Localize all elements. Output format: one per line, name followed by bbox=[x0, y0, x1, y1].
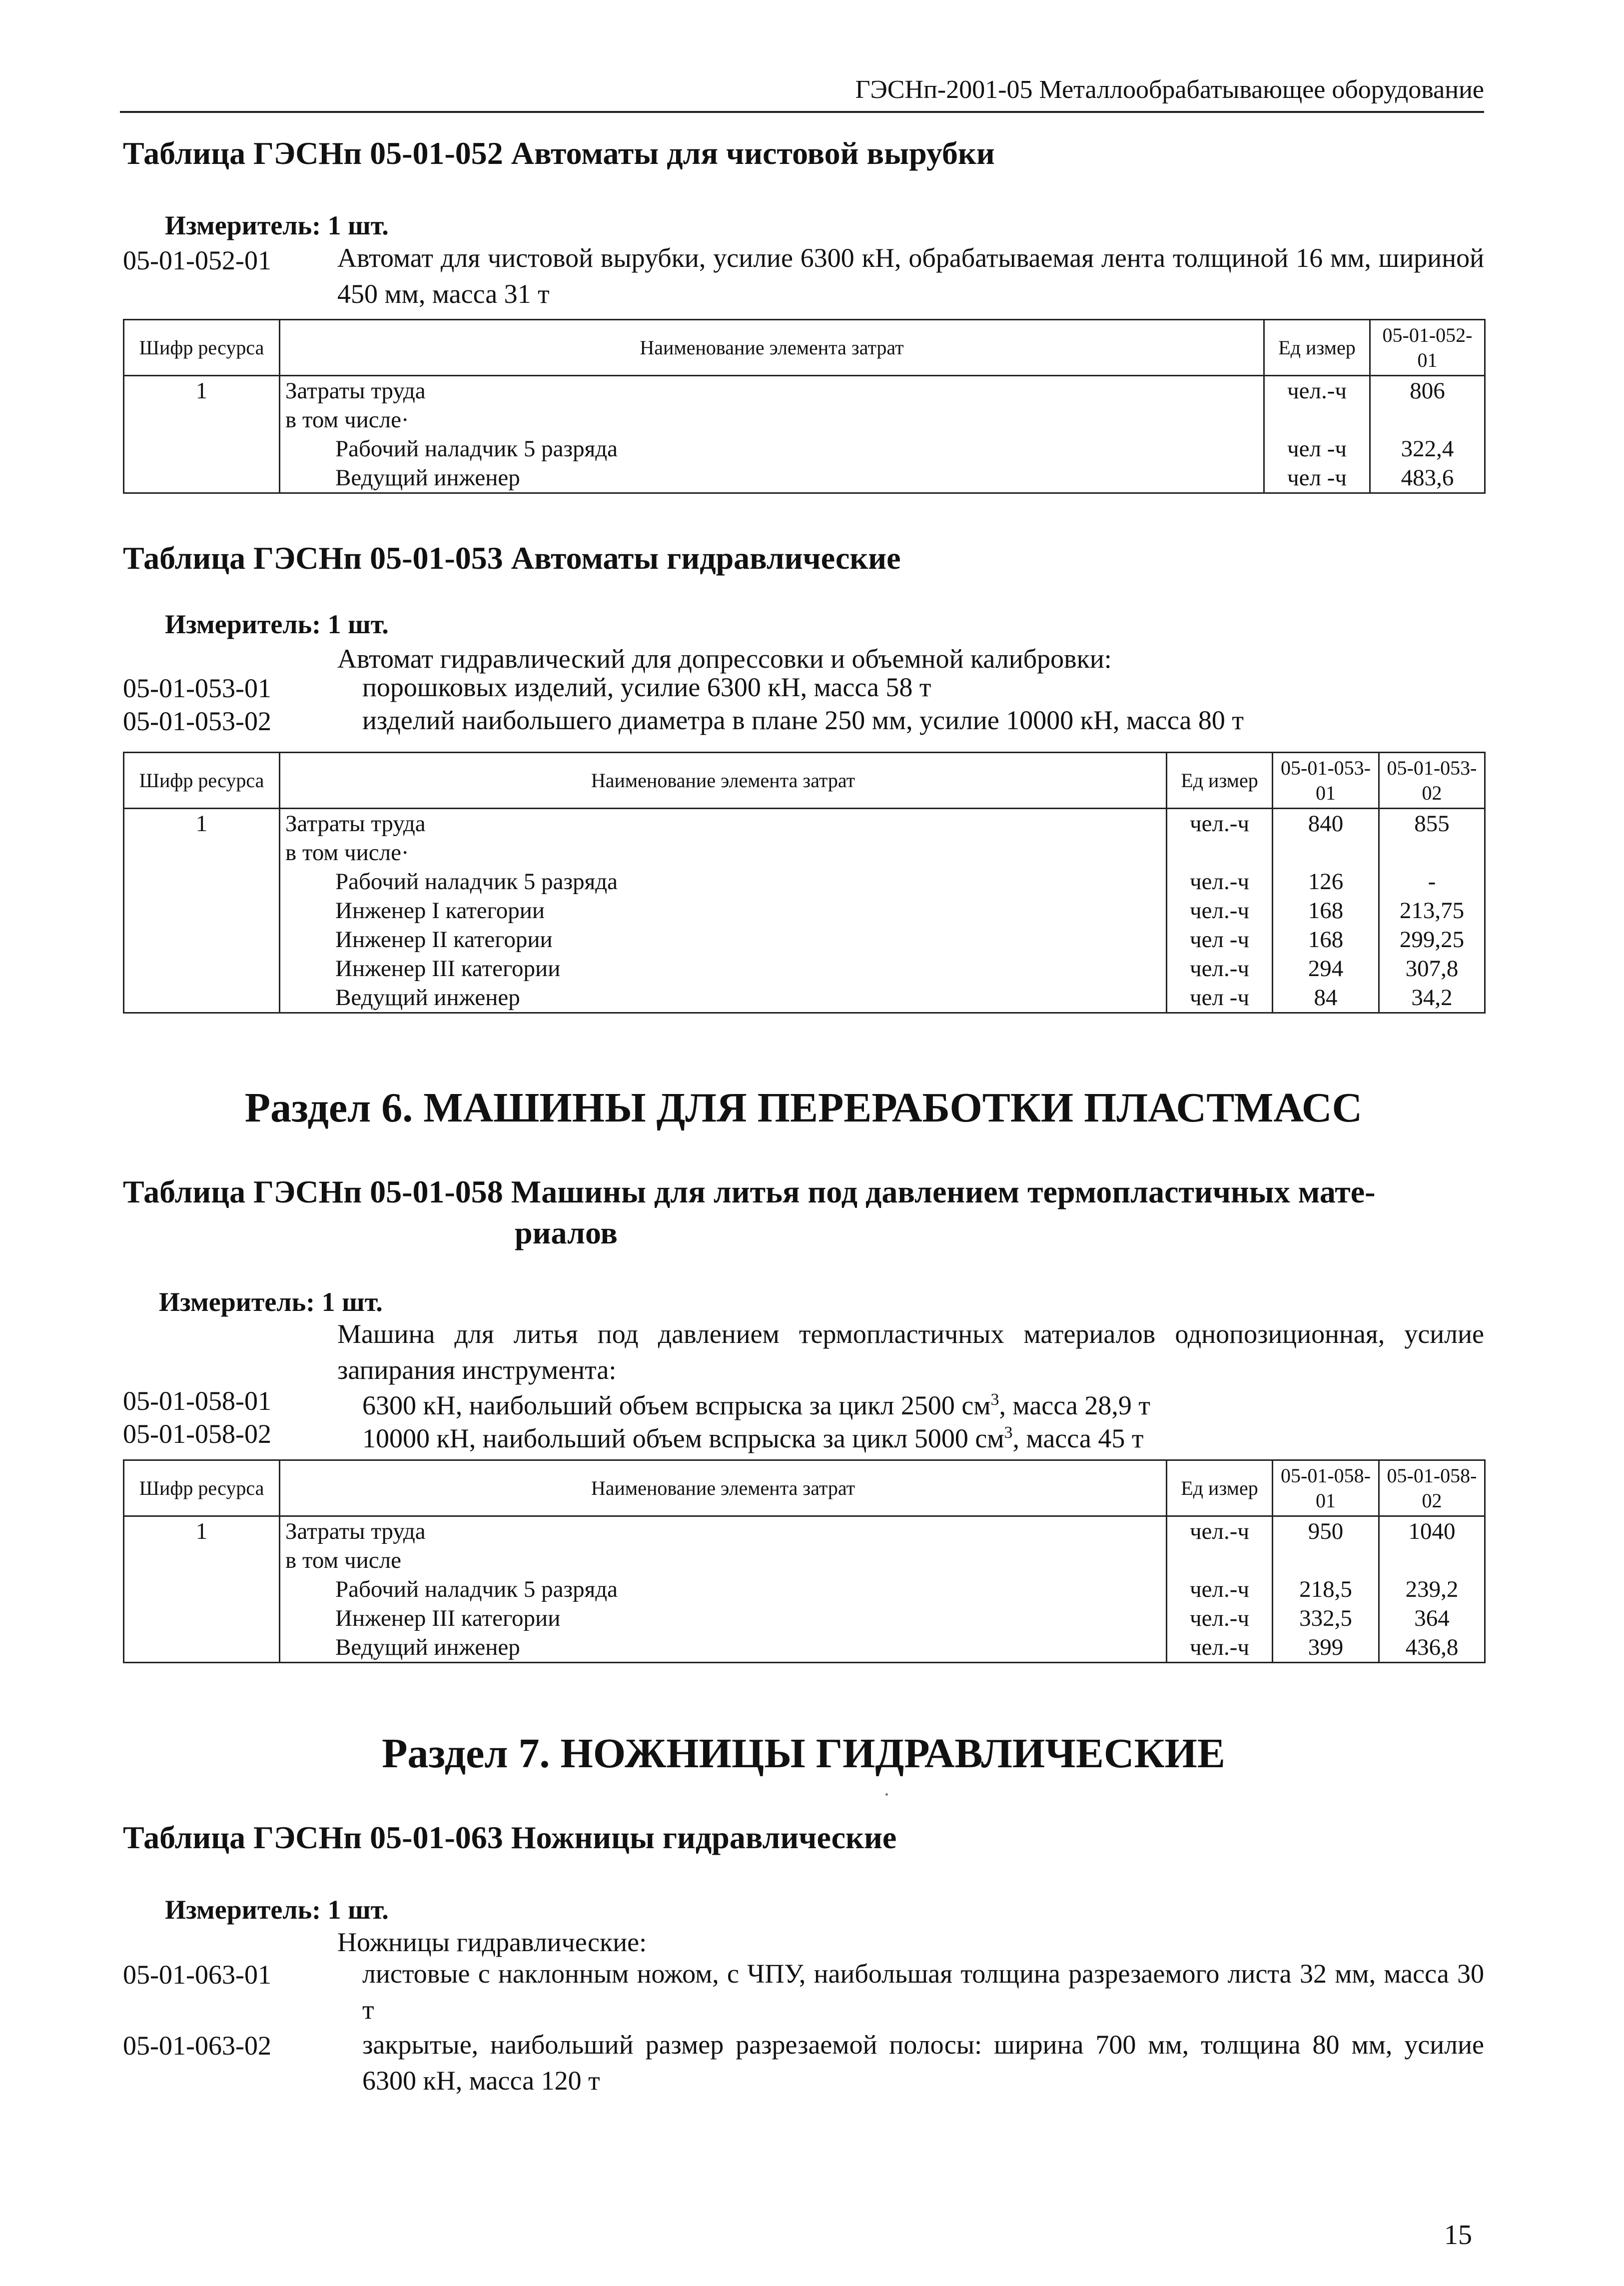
table-063-item-1-code: 05-01-063-01 bbox=[123, 1960, 271, 1990]
table-053-item-1-code: 05-01-053-01 bbox=[123, 673, 271, 703]
table-row: Рабочий наладчик 5 разряда чел.-ч 218,5 239,2 bbox=[124, 1575, 1485, 1604]
section-6-title: Раздел 6. МАШИНЫ ДЛЯ ПЕРЕРАБОТКИ ПЛАСТМАСС bbox=[244, 1085, 1363, 1131]
table-058-item-2-code: 05-01-058-02 bbox=[123, 1419, 271, 1449]
table-row: Инженер I категории чел.-ч 168 213,75 bbox=[124, 896, 1485, 925]
table-063-intro: Ножницы гидравлические: bbox=[337, 1927, 647, 1957]
table-052-item-text: Автомат для чистовой вырубки, усилие 6300 кН, обрабатываемая лента толщиной 16 мм, шириной 450 мм, масса 31 т bbox=[337, 243, 1484, 309]
table-row: в том числе· bbox=[124, 838, 1485, 867]
table-063-measure: Измеритель: 1 шт. bbox=[165, 1895, 389, 1925]
header-name: Наименование элемента затрат bbox=[280, 320, 1264, 376]
header-col-058-02: 05-01-058-02 bbox=[1379, 1460, 1485, 1516]
header-name: Наименование элемента затрат bbox=[280, 1460, 1167, 1516]
header-code: Шифр ресурса bbox=[124, 320, 280, 376]
page-number: 15 bbox=[1444, 2220, 1472, 2251]
table-058 bbox=[123, 1459, 1486, 1663]
section-7-title: Раздел 7. НОЖНИЦЫ ГИДРАВЛИЧЕСКИЕ bbox=[382, 1730, 1225, 1777]
header-col-053-01: 05-01-053-01 bbox=[1273, 753, 1379, 809]
table-058-measure: Измеритель: 1 шт. bbox=[159, 1287, 383, 1317]
table-row: Ведущий инженер чел.-ч 399 436,8 bbox=[124, 1633, 1485, 1663]
header-name: Наименование элемента затрат bbox=[280, 753, 1167, 809]
table-row: Рабочий наладчик 5 разряда чел -ч 322,4 bbox=[124, 434, 1485, 463]
table-053-title: Таблица ГЭСНп 05-01-053 Автоматы гидравлические bbox=[123, 540, 901, 576]
header-unit: Ед измер bbox=[1264, 320, 1370, 376]
header-rule bbox=[120, 111, 1484, 113]
table-052-item-code: 05-01-052-01 bbox=[123, 245, 271, 275]
table-058-title-line1: Таблица ГЭСНп 05-01-058 Машины для литья под давлением термопластичных мате- bbox=[123, 1174, 1376, 1209]
running-header: ГЭСНп-2001-05 Металлообрабатывающее оборудование bbox=[855, 75, 1484, 104]
table-058-intro: Машина для литья под давлением термопластичных материалов однопозиционная, усилие запирания инструмента: bbox=[337, 1319, 1484, 1385]
table-058-item-2-text: 10000 кН, наибольший объем вспрыска за цикл 5000 $см^3$, масса 45 т bbox=[362, 1423, 1144, 1453]
table-058-title-line2: риалов bbox=[515, 1215, 618, 1250]
table-row: Ведущий инженер чел -ч 84 34,2 bbox=[124, 983, 1485, 1013]
table-row: 1 Затраты труда чел.-ч 840 855 bbox=[124, 809, 1485, 839]
table-row: Инженер III категории чел.-ч 294 307,8 bbox=[124, 954, 1485, 983]
header-col-058-01: 05-01-058-01 bbox=[1273, 1460, 1379, 1516]
table-row: Инженер III категории чел.-ч 332,5 364 bbox=[124, 1604, 1485, 1633]
table-053 bbox=[123, 752, 1486, 1014]
table-053-item-2-code: 05-01-053-02 bbox=[123, 706, 271, 736]
table-row: Ведущий инженер чел -ч 483,6 bbox=[124, 463, 1485, 493]
table-052-measure: Измеритель: 1 шт. bbox=[165, 210, 389, 240]
table-063-item-2-code: 05-01-063-02 bbox=[123, 2031, 271, 2061]
table-052-title: Таблица ГЭСНп 05-01-052 Автоматы для чистовой вырубки bbox=[123, 135, 995, 171]
table-053-intro: Автомат гидравлический для допрессовки и объемной калибровки: bbox=[337, 644, 1112, 674]
table-058-item-1-code: 05-01-058-01 bbox=[123, 1386, 271, 1416]
header-unit: Ед измер bbox=[1167, 753, 1273, 809]
table-row: в том числе· bbox=[124, 405, 1485, 434]
speck-mark bbox=[885, 1793, 888, 1796]
table-053-measure: Измеритель: 1 шт. bbox=[165, 609, 389, 639]
table-052 bbox=[123, 319, 1486, 494]
header-col-052-01: 05-01-052-01 bbox=[1370, 320, 1485, 376]
header-code: Шифр ресурса bbox=[124, 1460, 280, 1516]
table-058-item-1-text: 6300 кН, наибольший объем вспрыска за цикл 2500 $см^3$, масса 28,9 т bbox=[362, 1390, 1150, 1420]
header-unit: Ед измер bbox=[1167, 1460, 1273, 1516]
table-053-item-1-text: порошковых изделий, усилие 6300 кН, масса 58 т bbox=[362, 672, 931, 702]
table-row: Рабочий наладчик 5 разряда чел.-ч 126 - bbox=[124, 867, 1485, 896]
table-row: 1 Затраты труда чел.-ч 806 bbox=[124, 376, 1485, 406]
table-row: 1 Затраты труда чел.-ч 950 1040 bbox=[124, 1516, 1485, 1546]
table-row: в том числе bbox=[124, 1546, 1485, 1575]
table-053-item-2-text: изделий наибольшего диаметра в плане 250 мм, усилие 10000 кН, масса 80 т bbox=[362, 705, 1244, 735]
table-063-item-1-text: листовые с наклонным ножом, с ЧПУ, наибольшая толщина разрезаемого листа 32 мм, масса 30 т bbox=[362, 1959, 1484, 2025]
header-col-053-02: 05-01-053-02 bbox=[1379, 753, 1485, 809]
table-row: Инженер II категории чел -ч 168 299,25 bbox=[124, 925, 1485, 954]
table-063-item-2-text: закрытые, наибольший размер разрезаемой полосы: ширина 700 мм, толщина 80 мм, усилие 6300 кН, масса 120 т bbox=[362, 2030, 1484, 2096]
header-code: Шифр ресурса bbox=[124, 753, 280, 809]
table-063-title: Таблица ГЭСНп 05-01-063 Ножницы гидравлические bbox=[123, 1820, 897, 1855]
